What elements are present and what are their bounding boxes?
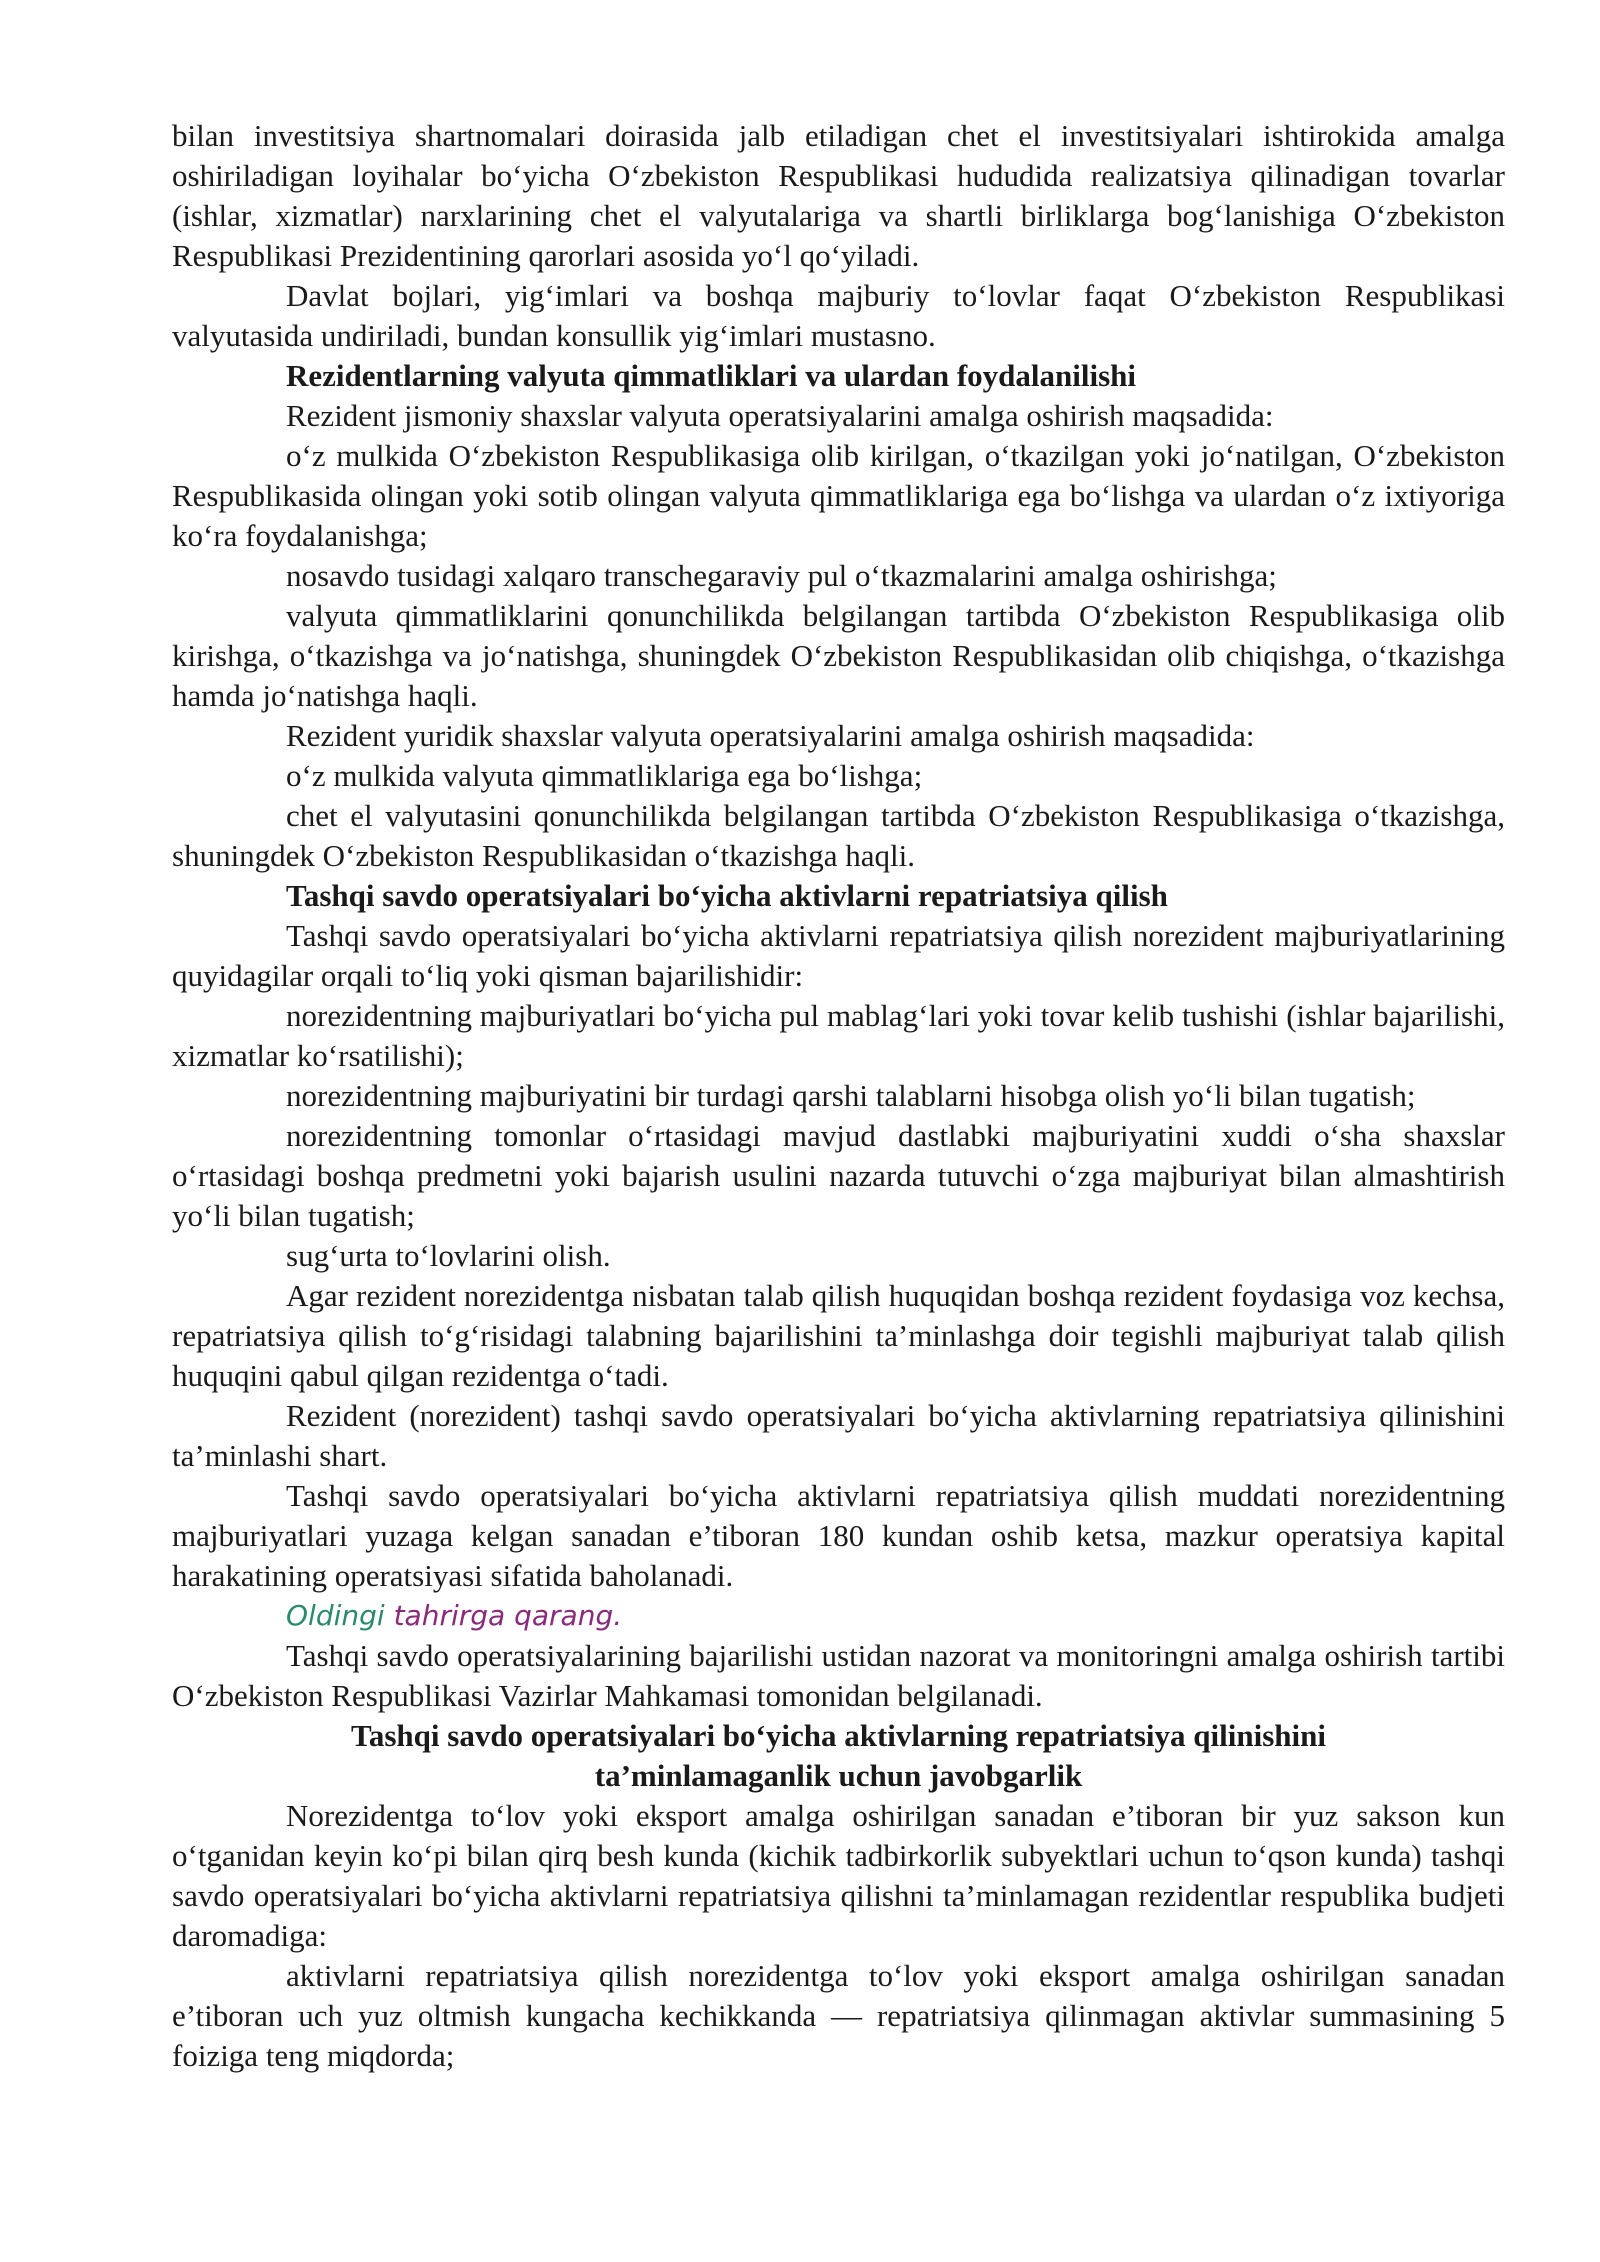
paragraph: norezidentning majburiyatlari bo‘yicha pul mablag‘lari yoki tovar kelib tushishi (ishlar bajarilishi, xizmatlar ko‘rsatilishi); [172, 998, 1505, 1073]
paragraph: bilan investitsiya shartnomalari doirasida jalb etiladigan chet el investitsiyalari ishtirokida amalga oshiriladigan loyihalar bo‘yicha O‘zbekiston Respublikasi hududida realizatsiya qilinadigan tovarlar (ishlar, xizmatlar) narxlarining chet el valyutalariga va shartli birliklarga bog‘lanishiga O‘zbekiston Respublikasi Prezidentining qarorlari asosida yo‘l qo‘yiladi. [172, 118, 1505, 273]
paragraph: Rezident (norezident) tashqi savdo operatsiyalari bo‘yicha aktivlarning repatriatsiya qilinishini ta’minlashi shart. [172, 1398, 1505, 1473]
section-heading [172, 1716, 1505, 1796]
paragraph: o‘z mulkida O‘zbekiston Respublikasiga olib kirilgan, o‘tkazilgan yoki jo‘natilgan, O‘zbekiston Respublikasida olingan yoki sotib olingan valyuta qimmatliklariga ega bo‘lishga va ulardan o‘z ixtiyoriga ko‘ra foydalanishga; [172, 438, 1505, 553]
paragraph: Rezident jismoniy shaxslar valyuta operatsiyalarini amalga oshirish maqsadida: [286, 398, 1274, 433]
paragraph: Rezident yuridik shaxslar valyuta operatsiyalarini amalga oshirish maqsadida: [286, 718, 1255, 753]
document-page [172, 116, 1505, 2076]
paragraph: sug‘urta to‘lovlarini olish. [286, 1238, 611, 1273]
paragraph: o‘z mulkida valyuta qimmatliklariga ega bo‘lishga; [286, 758, 923, 793]
paragraph: Agar rezident norezidentga nisbatan talab qilish huquqidan boshqa rezident foydasiga voz kechsa, repatriatsiya qilish to‘g‘risidagi talabning bajarilishini ta’minlashga doir tegishli majburiyat talab qilish huquqini qabul qilgan rezidentga o‘tadi. [172, 1278, 1505, 1393]
paragraph: norezidentning tomonlar o‘rtasidagi mavjud dastlabki majburiyatini xuddi o‘sha shaxslar o‘rtasidagi boshqa predmetni yoki bajarish usulini nazarda tutuvchi o‘zga majburiyat bilan almashtirish yo‘li bilan tugatish; [172, 1118, 1505, 1233]
heading-line-1: Tashqi savdo operatsiyalari bo‘yicha aktivlarning repatriatsiya qilinishini [351, 1718, 1326, 1753]
heading-line-2: ta’minlamaganlik uchun javobgarlik [594, 1758, 1083, 1793]
paragraph: Tashqi savdo operatsiyalari bo‘yicha aktivlarni repatriatsiya qilish norezident majburiyatlarining quyidagilar orqali to‘liq yoki qisman bajarilishidir: [172, 918, 1505, 993]
paragraph: nosavdo tusidagi xalqaro transchegaraviy pul o‘tkazmalarini amalga oshirishga; [286, 558, 1277, 593]
paragraph: Davlat bojlari, yig‘imlari va boshqa majburiy to‘lovlar faqat O‘zbekiston Respublikasi valyutasida undiriladi, bundan konsullik yig‘imlari mustasno. [172, 278, 1505, 353]
link-part-tahrirga[interactable]: tahrirga qarang. [393, 1599, 623, 1632]
previous-edition-link[interactable] [172, 1596, 1505, 1636]
section-heading: Tashqi savdo operatsiyalari bo‘yicha aktivlarni repatriatsiya qilish [286, 878, 1168, 913]
paragraph: Tashqi savdo operatsiyalari bo‘yicha aktivlarni repatriatsiya qilish muddati norezidentning majburiyatlari yuzaga kelgan sanadan e’tiboran 180 kundan oshib ketsa, mazkur operatsiya kapital harakatining operatsiyasi sifatida baholanadi. [172, 1478, 1505, 1593]
paragraph: Tashqi savdo operatsiyalarining bajarilishi ustidan nazorat va monitoringni amalga oshirish tartibi O‘zbekiston Respublikasi Vazirlar Mahkamasi tomonidan belgilanadi. [172, 1638, 1505, 1713]
paragraph: valyuta qimmatliklarini qonunchilikda belgilangan tartibda O‘zbekiston Respublikasiga olib kirishga, o‘tkazishga va jo‘natishga, shuningdek O‘zbekiston Respublikasidan olib chiqishga, o‘tkazishga hamda jo‘natishga haqli. [172, 598, 1505, 713]
paragraph: Norezidentga to‘lov yoki eksport amalga oshirilgan sanadan e’tiboran bir yuz sakson kun o‘tganidan keyin ko‘pi bilan qirq besh kunda (kichik tadbirkorlik subyektlari uchun to‘qson kunda) tashqi savdo operatsiyalari bo‘yicha aktivlarni repatriatsiya qilishni ta’minlamagan rezidentlar respublika budjeti daromadiga: [172, 1798, 1505, 1953]
paragraph: norezidentning majburiyatini bir turdagi qarshi talablarni hisobga olish yo‘li bilan tugatish; [286, 1078, 1416, 1113]
paragraph: aktivlarni repatriatsiya qilish norezidentga to‘lov yoki eksport amalga oshirilgan sanadan e’tiboran uch yuz oltmish kungacha kechikkanda — repatriatsiya qilinmagan aktivlar summasining 5 foiziga teng miqdorda; [172, 1958, 1505, 2073]
link-part-oldingi[interactable]: Oldingi [286, 1599, 385, 1632]
paragraph: chet el valyutasini qonunchilikda belgilangan tartibda O‘zbekiston Respublikasiga o‘tkazishga, shuningdek O‘zbekiston Respublikasidan o‘tkazishga haqli. [172, 798, 1505, 873]
section-heading: Rezidentlarning valyuta qimmatliklari va ulardan foydalanilishi [286, 358, 1137, 393]
